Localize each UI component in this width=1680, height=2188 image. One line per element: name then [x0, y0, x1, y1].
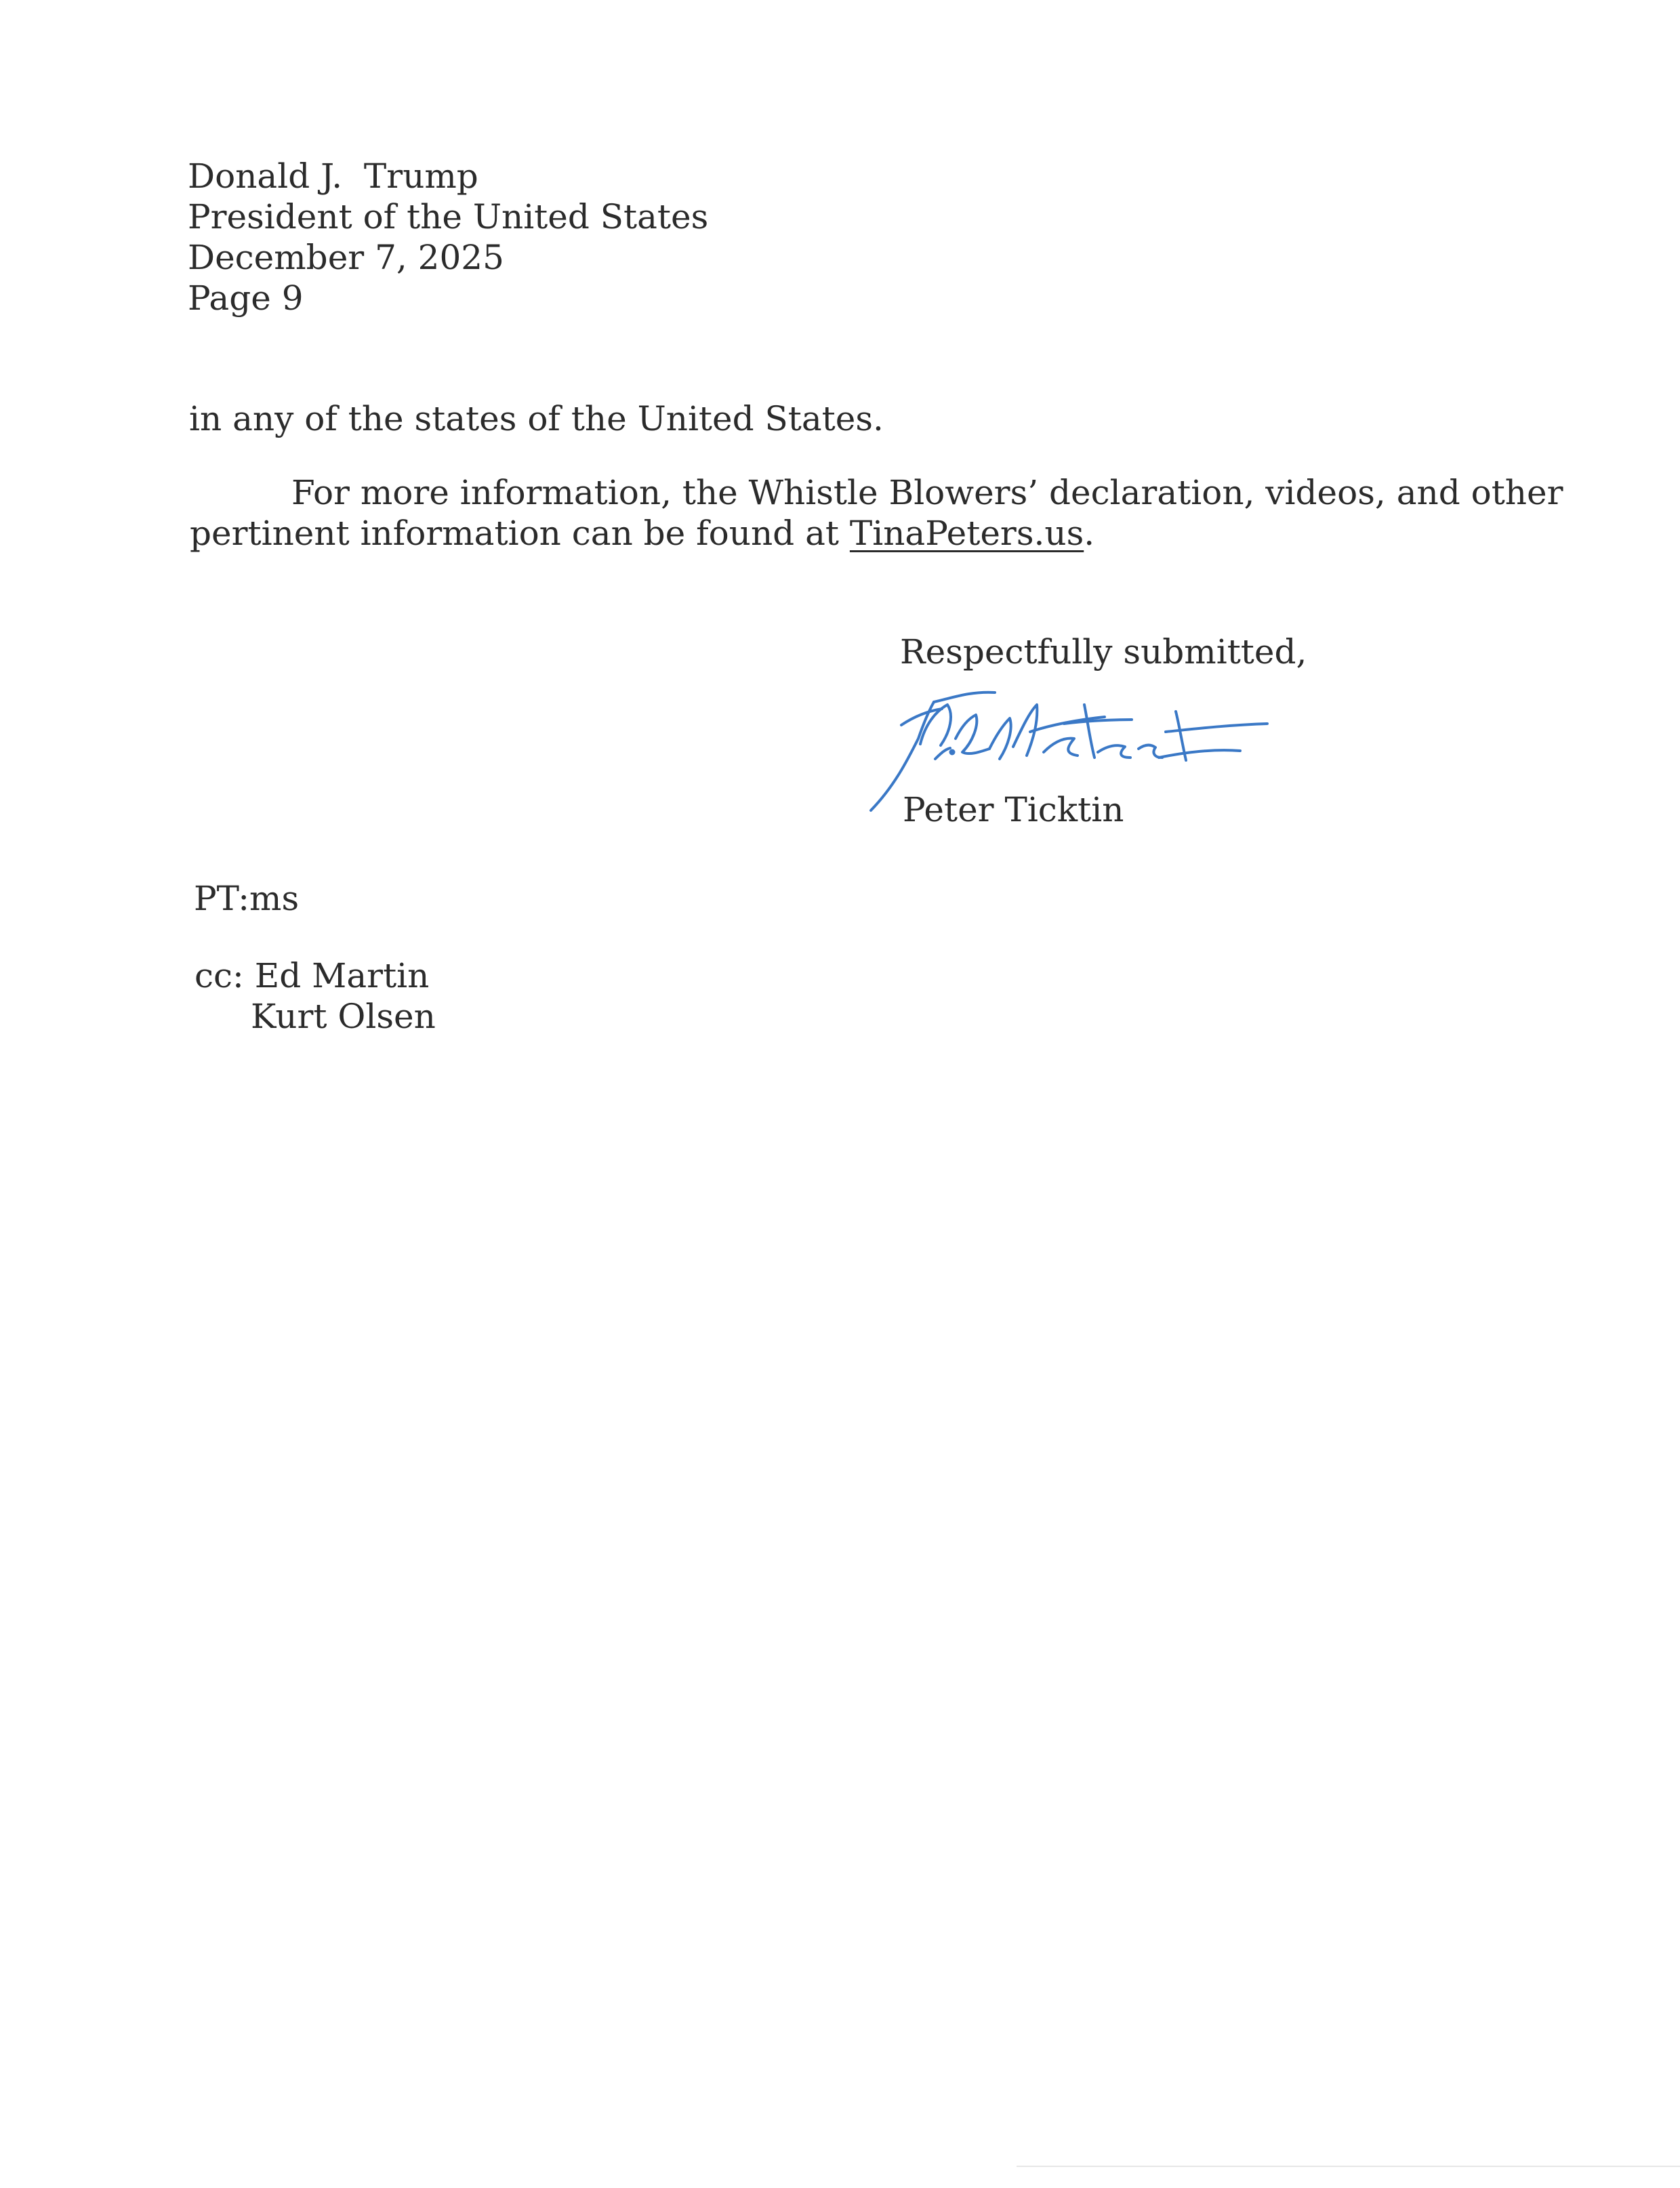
cc-recipient-2: Kurt Olsen — [251, 997, 436, 1036]
paragraph-2-line-2 — [190, 513, 1545, 554]
signer-name: Peter Ticktin — [903, 790, 1124, 829]
letter-date: December 7, 2025 — [188, 238, 504, 277]
body-paragraph-1: in any of the states of the United States. — [189, 399, 884, 438]
cc-list — [194, 955, 436, 1037]
cc-row-1 — [194, 955, 436, 996]
typist-initials: PT:ms — [194, 879, 300, 918]
page-number: Page 9 — [188, 278, 304, 318]
cc-recipient-1: Ed Martin — [254, 956, 430, 995]
paragraph-2-line-2-text: pertinent information can be found at — [190, 514, 850, 553]
cc-label: cc: — [194, 956, 244, 995]
website-link[interactable]: TinaPeters.us — [849, 514, 1084, 553]
closing-salutation: Respectfully submitted, — [900, 632, 1307, 672]
paragraph-2-line-1 — [190, 472, 1563, 513]
letter-header — [188, 156, 708, 318]
paragraph-2-line-1-text: For more information, the Whistle Blowers’ declaration, videos, and other — [291, 473, 1563, 512]
cc-row-2 — [194, 996, 436, 1037]
recipient-name: Donald J. Trump — [188, 157, 478, 196]
recipient-title: President of the United States — [188, 197, 709, 236]
scan-edge-divider — [1017, 2166, 1680, 2167]
body-paragraph-2 — [190, 472, 1563, 554]
paragraph-2-suffix: . — [1084, 514, 1095, 553]
